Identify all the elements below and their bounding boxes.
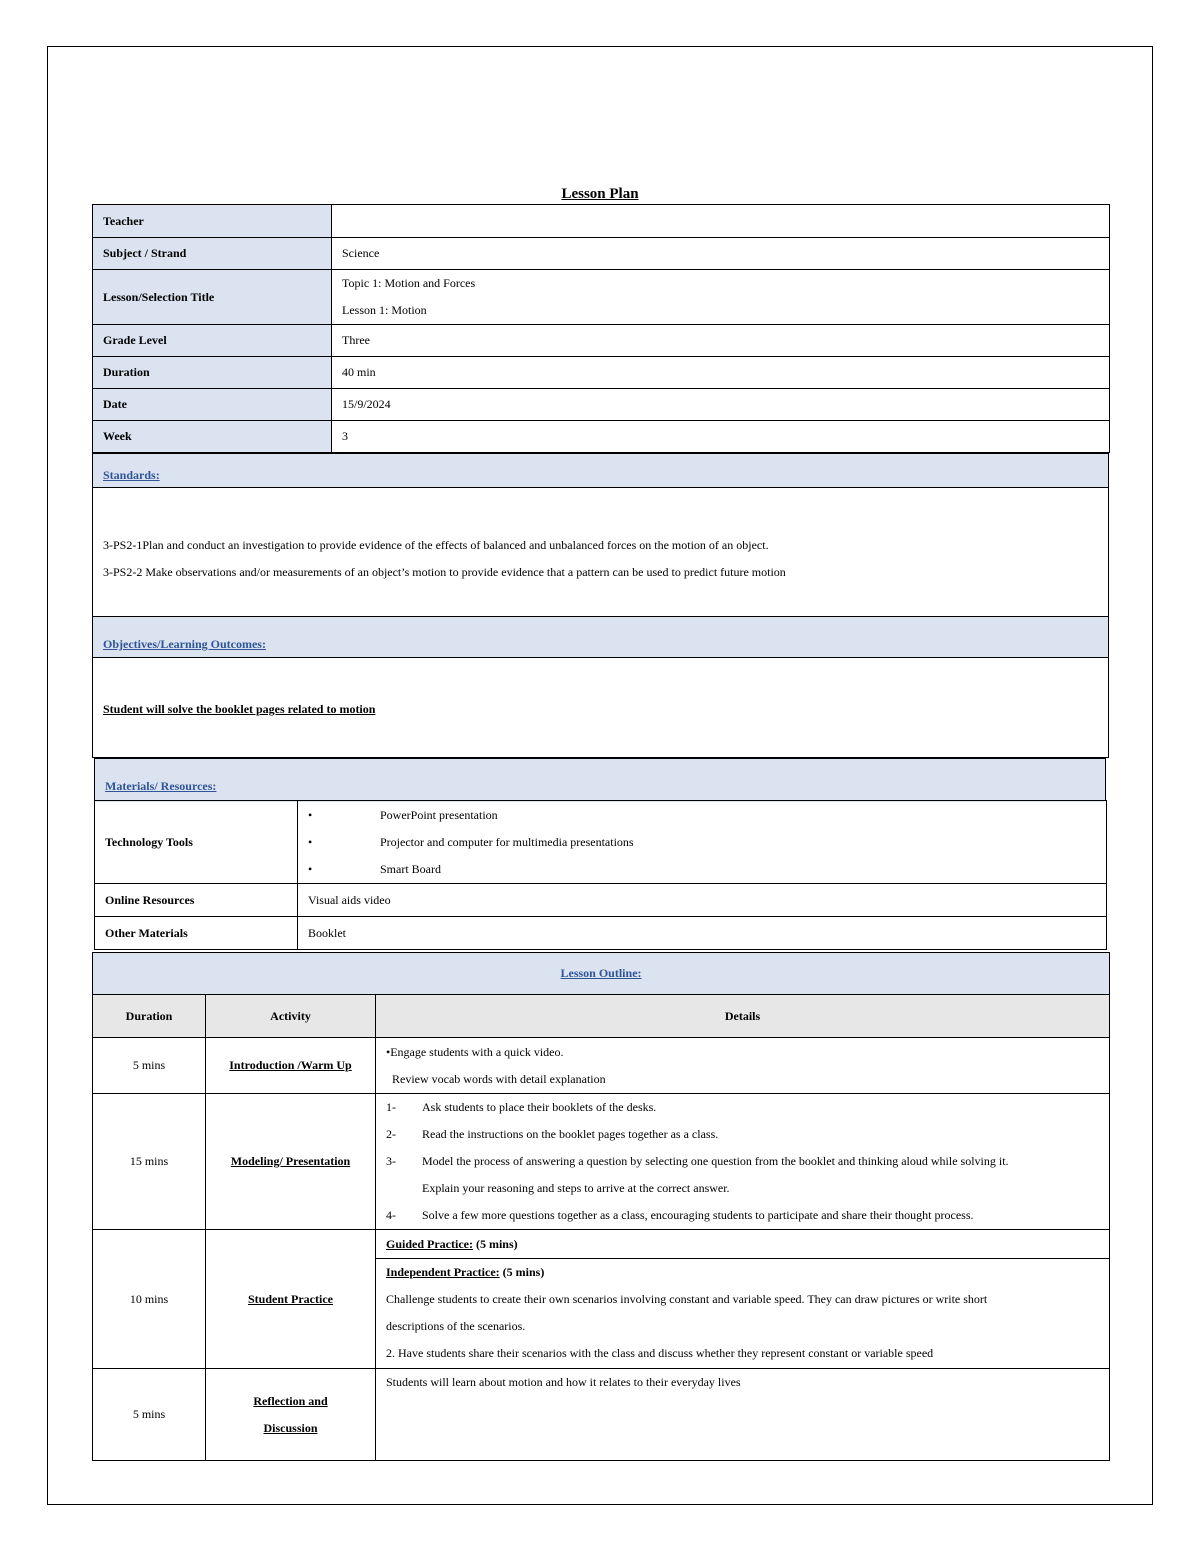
objectives-section xyxy=(92,616,1109,758)
info-label: Lesson/Selection Title xyxy=(93,270,332,325)
info-table xyxy=(92,204,1110,453)
row-details xyxy=(376,1038,1110,1094)
row-duration: 15 mins xyxy=(93,1094,206,1230)
item-number: 4- xyxy=(386,1208,396,1222)
item-text: Model the process of answering a question by selecting one question from the booklet and thinking aloud while solving it. xyxy=(422,1154,1009,1168)
objective-text: Student will solve the booklet pages related to motion xyxy=(103,702,376,716)
item-text: Solve a few more questions together as a class, encouraging students to participate and share their thought process. xyxy=(422,1208,974,1222)
list-item-text: Projector and computer for multimedia presentations xyxy=(380,834,634,849)
other-value: Booklet xyxy=(298,917,1107,950)
list-item xyxy=(386,1121,1099,1148)
detail-line: Review vocab words with detail explanation xyxy=(392,1071,606,1086)
list-item xyxy=(386,1148,1099,1175)
list-item xyxy=(308,829,1096,856)
outline-heading-row xyxy=(93,953,1110,995)
online-value: Visual aids video xyxy=(298,884,1107,917)
info-label: Date xyxy=(93,389,332,421)
row-details xyxy=(376,1094,1110,1230)
bullet-icon: • xyxy=(308,861,313,876)
activity-label: Introduction /Warm Up xyxy=(229,1058,352,1072)
info-row-grade xyxy=(93,325,1110,357)
subject-value: Science xyxy=(332,238,1110,270)
duration-value: 40 min xyxy=(332,357,1110,389)
lesson-name: Lesson 1: Motion xyxy=(342,303,427,317)
info-label: Subject / Strand xyxy=(93,238,332,270)
teacher-value xyxy=(332,205,1110,238)
outline-heading: Lesson Outline: xyxy=(560,966,642,980)
materials-heading-bar xyxy=(95,759,1105,802)
info-label: Teacher xyxy=(93,205,332,238)
materials-row-other xyxy=(95,917,1107,950)
technology-label: Technology Tools xyxy=(95,801,298,884)
list-item xyxy=(386,1202,1099,1229)
materials-heading: Materials/ Resources: xyxy=(105,779,217,793)
independent-label: Independent Practice: xyxy=(386,1265,500,1279)
outline-heading-cell xyxy=(93,953,1110,995)
info-row-teacher xyxy=(93,205,1110,238)
table-row xyxy=(93,1038,1110,1094)
item-number: 1- xyxy=(386,1100,396,1114)
lesson-topic: Topic 1: Motion and Forces xyxy=(342,276,476,290)
guided-practice xyxy=(376,1231,1109,1259)
independent-practice xyxy=(376,1259,1109,1367)
item-number: 2- xyxy=(386,1127,396,1141)
page-title: Lesson Plan xyxy=(561,186,639,202)
info-row-week xyxy=(93,421,1110,453)
standard-line: 3-PS2-2 Make observations and/or measurements of an object’s motion to provide evidence that a pattern can be used to predict future motion xyxy=(103,565,786,579)
info-row-duration xyxy=(93,357,1110,389)
info-row-subject xyxy=(93,238,1110,270)
week-value: 3 xyxy=(332,421,1110,453)
detail-line: Students will learn about motion and how it relates to their everyday lives xyxy=(386,1375,741,1389)
table-row xyxy=(93,1369,1110,1461)
info-label: Grade Level xyxy=(93,325,332,357)
row-duration: 10 mins xyxy=(93,1230,206,1369)
outline-table xyxy=(92,952,1110,1461)
item-text: Ask students to place their booklets of the desks. xyxy=(422,1100,657,1114)
detail-line: Challenge students to create their own scenarios involving constant and variable speed. They can draw pictures or write short xyxy=(386,1292,988,1306)
list-item xyxy=(386,1094,1099,1121)
col-header-details: Details xyxy=(376,995,1110,1038)
row-details xyxy=(376,1369,1110,1461)
list-item xyxy=(308,856,1096,883)
list-item-continuation xyxy=(386,1175,1099,1202)
activity-label: Discussion xyxy=(263,1420,318,1435)
activity-label: Modeling/ Presentation xyxy=(230,1154,351,1168)
row-activity xyxy=(206,1038,376,1094)
detail-line: •Engage students with a quick video. xyxy=(386,1044,564,1059)
row-activity xyxy=(206,1094,376,1230)
materials-heading-box xyxy=(94,758,1106,801)
lesson-title-value xyxy=(332,270,1110,325)
outline-header-row xyxy=(93,995,1110,1038)
row-activity xyxy=(206,1230,376,1369)
item-text: Read the instructions on the booklet pages together as a class. xyxy=(422,1127,719,1141)
table-row xyxy=(93,1094,1110,1230)
list-item xyxy=(308,802,1096,829)
info-label: Week xyxy=(93,421,332,453)
table-row xyxy=(93,1230,1110,1369)
item-number: 3- xyxy=(386,1154,396,1168)
item-text: Explain your reasoning and steps to arrive at the correct answer. xyxy=(422,1181,730,1195)
materials-row-technology xyxy=(95,801,1107,884)
independent-time: (5 mins) xyxy=(502,1265,545,1279)
info-row-date xyxy=(93,389,1110,421)
row-duration: 5 mins xyxy=(93,1038,206,1094)
standard-line: 3-PS2-1Plan and conduct an investigation to provide evidence of the effects of balanced and unbalanced forces on the motion of an object. xyxy=(103,538,769,552)
col-header-activity: Activity xyxy=(206,995,376,1038)
guided-time: (5 mins) xyxy=(475,1237,518,1251)
technology-list xyxy=(298,801,1107,884)
row-details xyxy=(376,1230,1110,1369)
row-activity xyxy=(206,1369,376,1461)
grade-value: Three xyxy=(332,325,1110,357)
detail-line: descriptions of the scenarios. xyxy=(386,1319,526,1333)
bullet-icon: • xyxy=(308,834,313,849)
standards-heading-bar xyxy=(93,454,1108,488)
list-item-text: Smart Board xyxy=(380,861,441,876)
online-label: Online Resources xyxy=(95,884,298,917)
detail-line: 2. Have students share their scenarios with the class and discuss whether they represent constant or variable speed xyxy=(386,1346,934,1360)
standards-heading: Standards: xyxy=(103,468,160,482)
list-item-text: PowerPoint presentation xyxy=(380,807,498,822)
col-header-duration: Duration xyxy=(93,995,206,1038)
materials-table xyxy=(94,800,1107,950)
materials-row-online xyxy=(95,884,1107,917)
activity-label: Reflection and xyxy=(253,1393,328,1408)
info-label: Duration xyxy=(93,357,332,389)
objectives-heading-bar xyxy=(93,617,1108,658)
bullet-icon: • xyxy=(308,807,313,822)
activity-label: Student Practice xyxy=(248,1291,333,1306)
objectives-heading: Objectives/Learning Outcomes: xyxy=(103,637,266,651)
guided-label: Guided Practice: xyxy=(386,1237,473,1251)
standards-section xyxy=(92,453,1109,617)
row-duration: 5 mins xyxy=(93,1369,206,1461)
other-label: Other Materials xyxy=(95,917,298,950)
date-value: 15/9/2024 xyxy=(332,389,1110,421)
info-row-lesson-title xyxy=(93,270,1110,325)
